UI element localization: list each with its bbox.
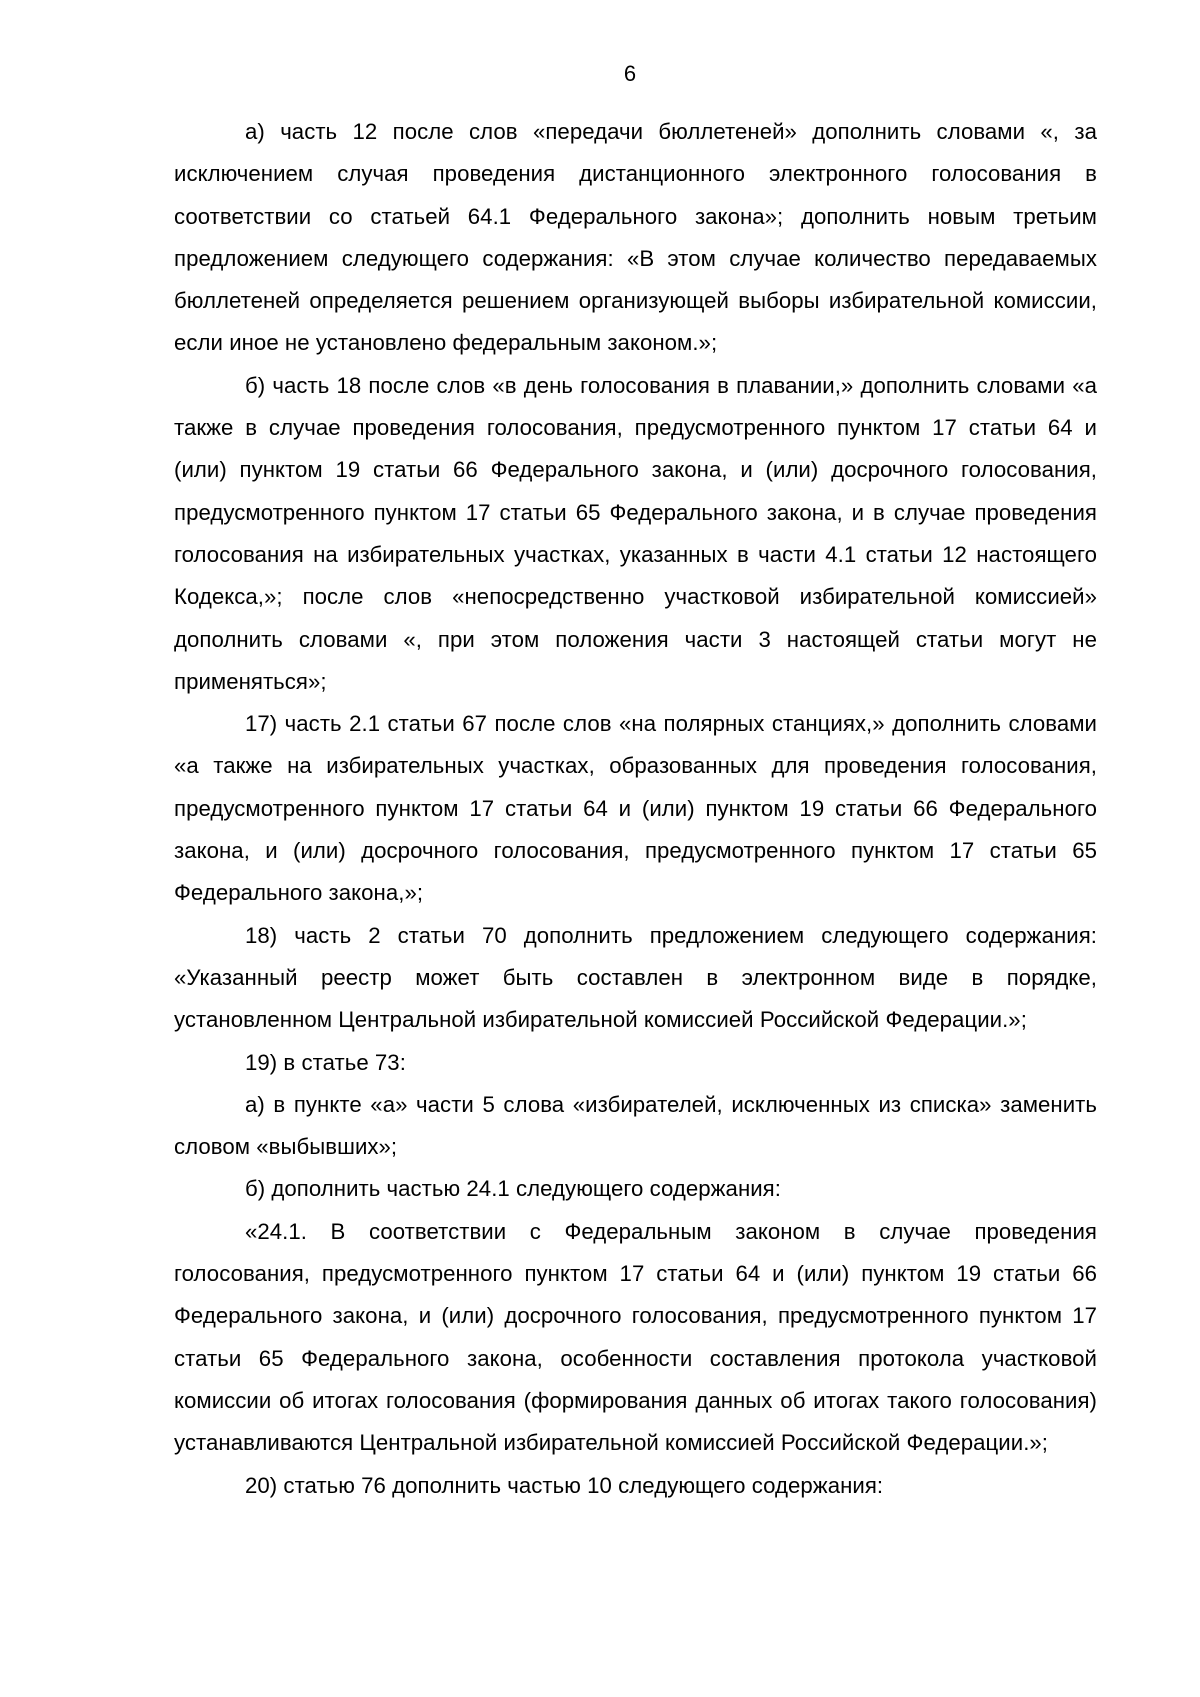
paragraph-19b: б) дополнить частью 24.1 следующего содержания: (245, 1176, 781, 1202)
page-number: 6 (623, 61, 637, 86)
paragraph-item-18: 18) часть 2 статьи 70 дополнить предложением следующего содержания: «Указанный реестр может быть составлен в электронном виде в порядке, установленном Центральной избирательной комиссией Российской Федерации.»; (174, 922, 1097, 1033)
paragraph-item-20: 20) статью 76 дополнить частью 10 следующего содержания: (245, 1472, 884, 1498)
paragraph-item-17: 17) часть 2.1 статьи 67 после слов «на полярных станциях,» дополнить словами «а также на избирательных участках, образованных для проведения голосования, предусмотренного пунктом 17 статьи 64 и (или) пунктом 19 статьи 66 Федерального закона, и (или) досрочного голосования, предусмотренного пунктом 17 статьи 65 Федерального закона,»; (174, 711, 1097, 906)
paragraph-item-19: 19) в статье 73: (245, 1049, 406, 1075)
paragraph-19a: а) в пункте «а» части 5 слова «избирателей, исключенных из списка» заменить словом «выбывших»; (174, 1091, 1097, 1160)
paragraph-18b: б) часть 18 после слов «в день голосования в плавании,» дополнить словами «а также в случае проведения голосования, предусмотренного пунктом 17 статьи 64 и (или) пунктом 19 статьи 66 Федерального закона, и (или) досрочного голосования, предусмотренного пунктом 17 статьи 65 Федерального закона, и в случае проведения голосования на избирательных участках, указанных в части 4.1 статьи 12 настоящего Кодекса,»; после слов «непосредственно участковой избирательной комиссией» дополнить словами «, при этом положения части 3 настоящей статьи могут не применяться»; (174, 372, 1097, 694)
paragraph-12a: а) часть 12 после слов «передачи бюллетеней» дополнить словами «, за исключением случая проведения дистанционного электронного голосования в соответствии со статьей 64.1 Федерального закона»; дополнить новым третьим предложением следующего содержания: «В этом случае количество передаваемых бюллетеней определяется решением организующей выборы избирательной комиссии, если иное не установлено федеральным законом.»; (174, 119, 1097, 356)
paragraph-24-1: «24.1. В соответствии с Федеральным законом в случае проведения голосования, предусмотренного пунктом 17 статьи 64 и (или) пунктом 19 статьи 66 Федерального закона, и (или) досрочного голосования, предусмотренного пунктом 17 статьи 65 Федерального закона, особенности составления протокола участковой комиссии об итогах голосования (формирования данных об итогах такого голосования) устанавливаются Центральной избирательной комиссией Российской Федерации.»; (174, 1218, 1097, 1456)
document-body (174, 111, 1097, 1507)
